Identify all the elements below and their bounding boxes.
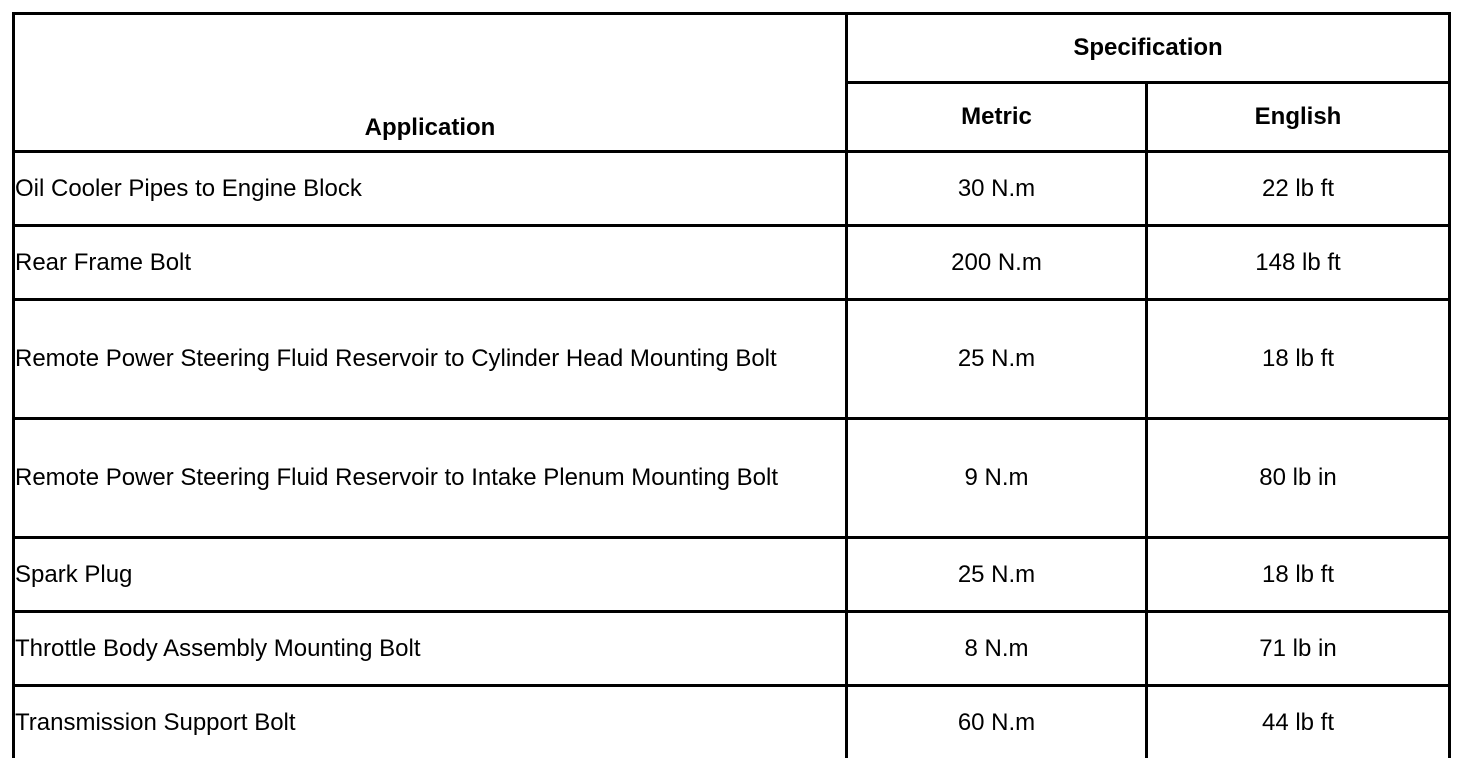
metric-cell: 25 N.m xyxy=(847,300,1147,419)
header-metric: Metric xyxy=(847,83,1147,152)
application-cell: Oil Cooler Pipes to Engine Block xyxy=(14,152,847,226)
application-cell: Remote Power Steering Fluid Reservoir to Cylinder Head Mounting Bolt xyxy=(14,300,847,419)
application-cell: Spark Plug xyxy=(14,538,847,612)
english-cell: 148 lb ft xyxy=(1147,226,1450,300)
metric-cell: 25 N.m xyxy=(847,538,1147,612)
header-row-top xyxy=(14,14,1450,83)
english-cell: 22 lb ft xyxy=(1147,152,1450,226)
english-cell: 44 lb ft xyxy=(1147,686,1450,759)
table-header xyxy=(14,14,1450,152)
header-specification: Specification xyxy=(847,14,1450,83)
application-cell: Transmission Support Bolt xyxy=(14,686,847,759)
application-cell: Rear Frame Bolt xyxy=(14,226,847,300)
table-row xyxy=(14,612,1450,686)
table-row xyxy=(14,226,1450,300)
table-row xyxy=(14,300,1450,419)
english-cell: 71 lb in xyxy=(1147,612,1450,686)
metric-cell: 9 N.m xyxy=(847,419,1147,538)
table-body xyxy=(14,152,1450,759)
application-cell: Remote Power Steering Fluid Reservoir to Intake Plenum Mounting Bolt xyxy=(14,419,847,538)
metric-cell: 200 N.m xyxy=(847,226,1147,300)
header-application: Application xyxy=(14,14,847,152)
torque-spec-table xyxy=(12,12,1451,758)
metric-cell: 30 N.m xyxy=(847,152,1147,226)
english-cell: 80 lb in xyxy=(1147,419,1450,538)
english-cell: 18 lb ft xyxy=(1147,538,1450,612)
english-cell: 18 lb ft xyxy=(1147,300,1450,419)
table-row xyxy=(14,419,1450,538)
metric-cell: 8 N.m xyxy=(847,612,1147,686)
table-row xyxy=(14,538,1450,612)
header-english: English xyxy=(1147,83,1450,152)
application-cell: Throttle Body Assembly Mounting Bolt xyxy=(14,612,847,686)
table-row xyxy=(14,152,1450,226)
metric-cell: 60 N.m xyxy=(847,686,1147,759)
table-row xyxy=(14,686,1450,759)
